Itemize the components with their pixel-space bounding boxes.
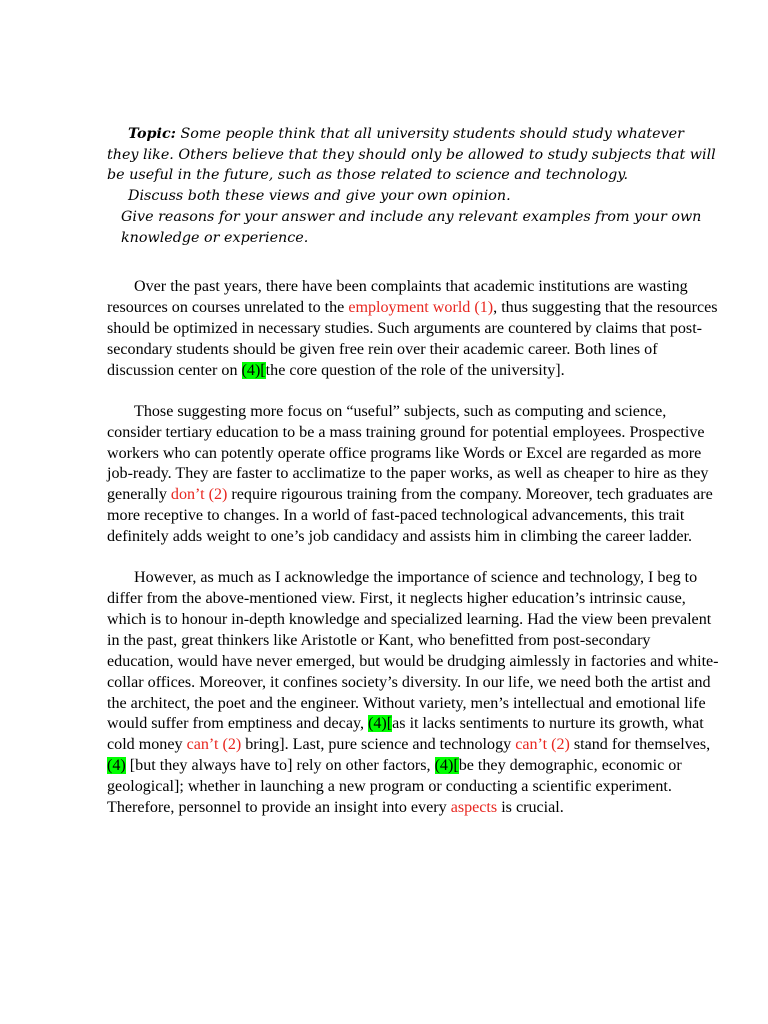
highlight-mark: (4)[	[368, 715, 393, 733]
essay-paragraph-2	[107, 402, 719, 548]
error-mark: employment world (1)	[348, 299, 494, 317]
text-segment: bring]. Last, pure science and technology	[241, 736, 516, 754]
text-segment: , thus suggesting that the resources should be optimized in necessary studies. Such arguments are countered by claims that post-secondary students should be given free rein over their academic career. Both lines of discussion center on	[107, 299, 718, 379]
text-segment: stand for themselves,	[569, 736, 711, 754]
essay-paragraph-3	[107, 568, 719, 819]
text-segment: require rigourous training from the company. Moreover, tech graduates are more receptive to changes. In a world of fast-paced technological advancements, this trait definitely adds weight to one’s job candidacy and assists him in climbing the career ladder.	[107, 486, 713, 546]
text-segment: Those suggesting more focus on “useful” subjects, such as computing and science, consider tertiary education to be a mass training ground for potential employees. Prospective workers who can potently operate office programs like Words or Excel are regarded as more job-ready. They are faster to acclimatize to the paper works, as well as cheaper to hire as they generally	[107, 402, 709, 504]
text-segment: However, as much as I acknowledge the importance of science and technology, I beg to differ from the above-mentioned view. First, it neglects higher education’s intrinsic cause, which is to honour in-depth knowledge and specialized learning. Had the view been prevalent in the past, great thinkers like Aristotle or Kant, who benefitted from post-secondary education, would have never emerged, but would be drudging aimlessly in factories and white-collar offices. Moreover, it confines society’s diversity. In our life, we need both the artist and the architect, the poet and the engineer. Without variety, men’s intellectual and emotional life would suffer from emptiness and decay,	[107, 569, 719, 733]
document-page	[107, 124, 719, 819]
error-mark: don’t (2)	[170, 486, 228, 504]
text-segment: as it lacks sentiments to nurture its growth, what cold money	[107, 715, 704, 754]
topic-text: Some people think that all university students should study whatever they like. Others believe that they should only be allowed to study subjects that will be useful in the future, such as those related to science and technology.	[107, 126, 716, 184]
topic-line-1	[107, 124, 719, 186]
text-segment: [but they always have to] rely on other factors,	[125, 757, 435, 775]
text-segment: be they demographic, economic or geological]; whether in launching a new program or conducting a scientific experiment. Therefore, personnel to provide an insight into every	[107, 757, 682, 817]
essay-body	[107, 277, 719, 819]
text-segment: Over the past years, there have been complaints that academic institutions are wasting resources on courses unrelated to the	[107, 278, 688, 317]
highlight-mark: (4)[	[434, 757, 459, 775]
essay-paragraph-1	[107, 277, 719, 382]
highlight-mark: (4)[	[241, 361, 266, 379]
error-mark: can’t (2)	[186, 736, 242, 754]
text-segment: the core question of the role of the university].	[265, 361, 565, 379]
topic-instruction-discuss: Discuss both these views and give your own opinion.	[128, 188, 511, 205]
text-segment: is crucial.	[497, 799, 564, 817]
topic-instruction-reasons: Give reasons for your answer and include any relevant examples from your own knowledge or experience.	[121, 208, 702, 246]
error-mark: aspects	[450, 799, 498, 817]
error-mark: can’t (2)	[515, 736, 570, 754]
topic-block	[107, 124, 719, 248]
highlight-mark: (4)	[107, 757, 126, 775]
topic-label: Topic:	[128, 126, 176, 142]
